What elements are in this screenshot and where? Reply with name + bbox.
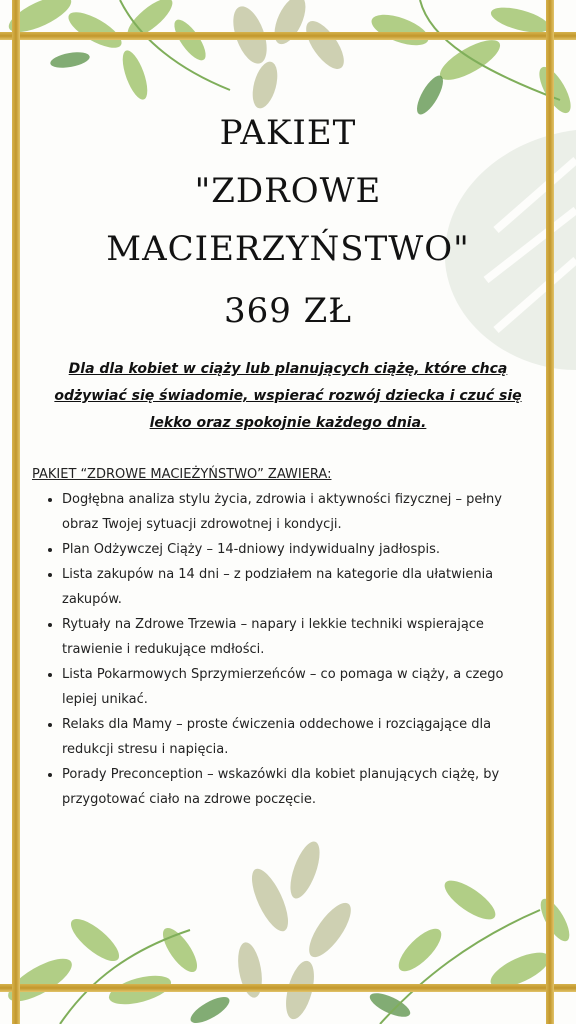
list-item: • Relaks dla Mamy – proste ćwiczenia oddechowe i rozciągające dla redukcji stresu i napięcia. xyxy=(62,712,532,762)
title-line-1: PAKIET xyxy=(219,113,357,153)
bottom-leaf-decoration xyxy=(0,840,576,1024)
package-price: 369 ZŁ xyxy=(223,291,353,331)
contents-list xyxy=(32,487,532,812)
gold-frame-left xyxy=(12,0,20,1024)
list-item: • Rytuały na Zdrowe Trzewia – napary i lekkie techniki wspierające trawienie i redukujące mdłości. xyxy=(62,612,532,662)
title-line-3: MACIERZYŃSTWO" xyxy=(106,229,470,269)
list-item: • Dogłębna analiza stylu życia, zdrowia i aktywności fizycznej – pełny obraz Twojej sytuacji zdrowotnej i kondycji. xyxy=(62,487,532,537)
contents-heading: PAKIET “ZDROWE MACIEŻYŃSTWO” ZAWIERA: xyxy=(32,467,332,482)
gold-frame-right xyxy=(546,0,554,1024)
title-line-2: "ZDROWE xyxy=(194,171,382,211)
intro-text: Dla dla kobiet w ciąży lub planujących ciążę, które chcą odżywiać się świadomie, wspierać rozwój dziecka i czuć się lekko oraz spokojnie każdego dnia. xyxy=(54,361,522,431)
list-item: • Lista Pokarmowych Sprzymierzeńców – co pomaga w ciąży, a czego lepiej unikać. xyxy=(62,662,532,712)
list-item: • Plan Odżywczej Ciąży – 14-dniowy indywidualny jadłospis. xyxy=(62,537,532,562)
gold-frame-bottom xyxy=(0,984,576,992)
gold-frame-top xyxy=(0,32,576,40)
list-item: • Porady Preconception – wskazówki dla kobiet planujących ciążę, by przygotować ciało na zdrowe poczęcie. xyxy=(62,762,532,812)
list-item: • Lista zakupów na 14 dni – z podziałem na kategorie dla ułatwienia zakupów. xyxy=(62,562,532,612)
package-title xyxy=(70,104,506,340)
package-contents xyxy=(32,462,532,812)
